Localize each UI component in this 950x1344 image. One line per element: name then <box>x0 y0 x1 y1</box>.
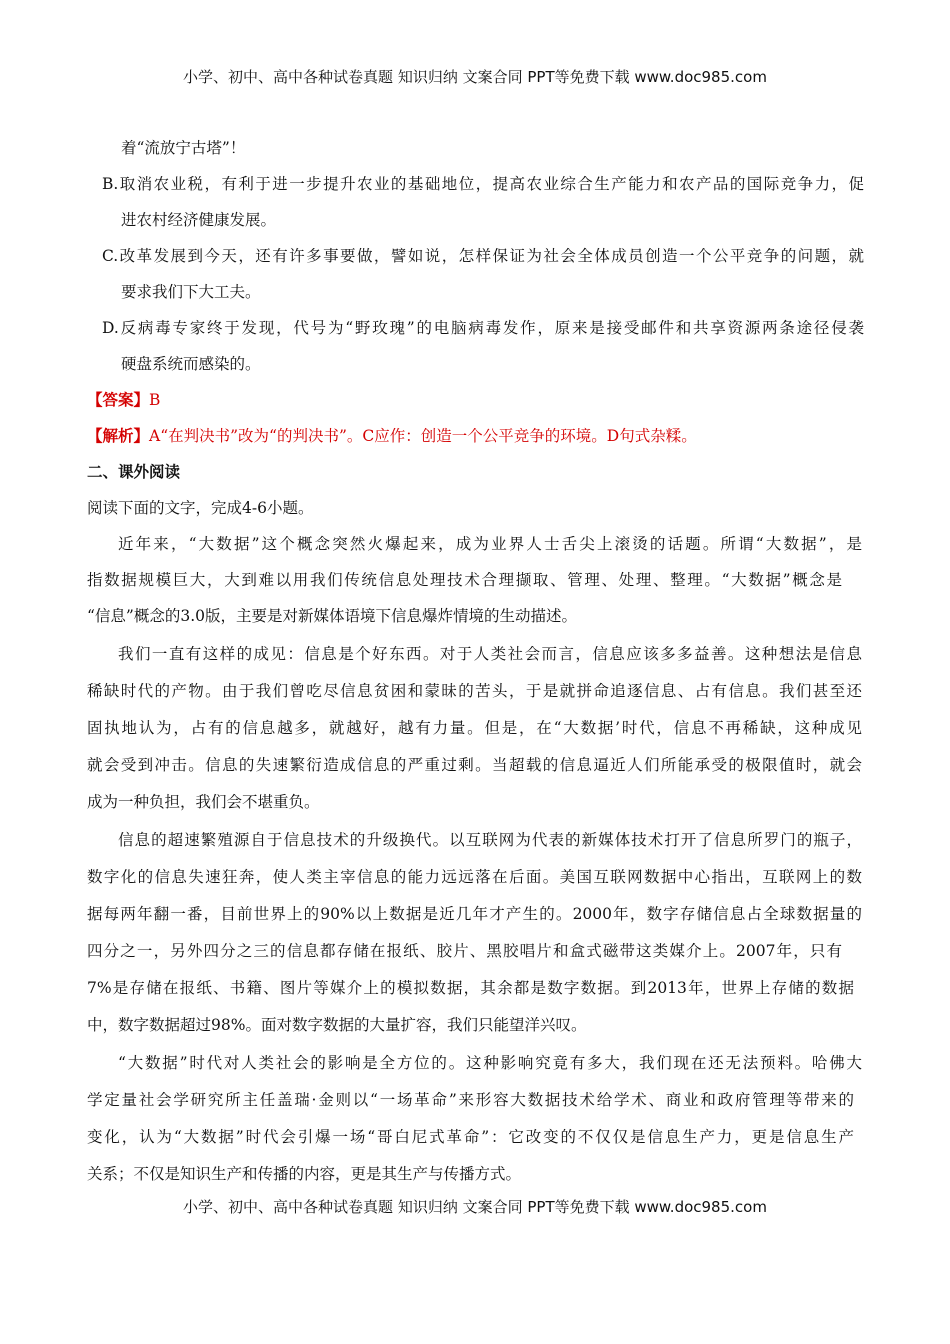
section-heading: 二、课外阅读 <box>87 463 181 481</box>
passage-p2-line-1: 我们一直有这样的成见：信息是个好东西。对于人类社会而言，信息应该多多益善。这种想法是信息 <box>118 645 862 663</box>
option-d-line-2: 硬盘系统而感染的。 <box>121 355 261 373</box>
analysis-line <box>87 426 697 446</box>
page-header: 小学、初中、高中各种试卷真题 知识归纳 文案合同 PPT等免费下载 www.doc985.com <box>183 68 767 86</box>
page-footer: 小学、初中、高中各种试卷真题 知识归纳 文案合同 PPT等免费下载 www.doc985.com <box>183 1198 767 1216</box>
passage-p1-line-1: 近年来，“大数据”这个概念突然火爆起来，成为业界人士舌尖上滚烫的话题。所谓“大数据”，是 <box>118 535 862 553</box>
passage-p1-line-2: 指数据规模巨大，大到难以用我们传统信息处理技术合理撷取、管理、处理、整理。“大数据”概念是 <box>87 571 842 589</box>
answer-line <box>87 390 160 410</box>
passage-p3-line-5: 7%是存储在报纸、书籍、图片等媒介上的模拟数据，其余都是数字数据。到2013年，世界上存储的数据 <box>87 979 854 997</box>
analysis-label: 【解析】 <box>87 427 150 445</box>
passage-p3-line-1: 信息的超速繁殖源自于信息技术的升级换代。以互联网为代表的新媒体技术打开了信息所罗门的瓶子， <box>118 831 862 849</box>
option-b-line-2: 进农村经济健康发展。 <box>121 211 277 229</box>
option-b-line-1: B.取消农业税，有利于进一步提升农业的基础地位，提高农业综合生产能力和农产品的国际竞争力，促 <box>102 175 864 193</box>
option-c-line-1: C.改革发展到今天，还有许多事要做，譬如说，怎样保证为社会全体成员创造一个公平竞争的问题，就 <box>102 247 864 265</box>
option-d-line-1: D.反病毒专家终于发现，代号为“野玫瑰”的电脑病毒发作，原来是接受邮件和共享资源两条途径侵袭 <box>102 319 864 337</box>
answer-value: B <box>149 391 161 409</box>
option-c-line-2: 要求我们下大工夫。 <box>121 283 261 301</box>
passage-p1-line-3: “信息”概念的3.0版，主要是对新媒体语境下信息爆炸情境的生动描述。 <box>87 607 578 625</box>
passage-p4-line-4: 关系；不仅是知识生产和传播的内容，更是其生产与传播方式。 <box>87 1165 522 1183</box>
passage-p3-line-6: 中，数字数据超过98%。面对数字数据的大量扩容，我们只能望洋兴叹。 <box>87 1016 587 1034</box>
passage-p4-line-1: “大数据”时代对人类社会的影响是全方位的。这种影响究竟有多大，我们现在还无法预料。哈佛大 <box>118 1054 862 1072</box>
section-instruction: 阅读下面的文字，完成4-6小题。 <box>87 499 314 517</box>
analysis-text: A“在判决书”改为“的判决书”。C应作：创造一个公平竞争的环境。D句式杂糅。 <box>149 427 697 445</box>
passage-p3-line-3: 据每两年翻一番，目前世界上的90%以上数据是近几年才产生的。2000年，数字存储信息占全球数据量的 <box>87 905 862 923</box>
passage-p2-line-4: 就会受到冲击。信息的失速繁衍造成信息的严重过剩。当超载的信息逼近人们所能承受的极限值时，就会 <box>87 756 862 774</box>
passage-p2-line-5: 成为一种负担，我们会不堪重负。 <box>87 793 320 811</box>
passage-p4-line-2: 学定量社会学研究所主任盖瑞·金则以“一场革命”来形容大数据技术给学术、商业和政府管理等带来的 <box>87 1091 854 1109</box>
passage-p4-line-3: 变化，认为“大数据”时代会引爆一场“哥白尼式革命”：它改变的不仅仅是信息生产力，更是信息生产 <box>87 1128 854 1146</box>
passage-p2-line-2: 稀缺时代的产物。由于我们曾吃尽信息贫困和蒙昧的苦头，于是就拼命追逐信息、占有信息。我们甚至还 <box>87 682 862 700</box>
option-a-tail: 着“流放宁古塔”！ <box>121 139 246 157</box>
passage-p3-line-4: 四分之一，另外四分之三的信息都存储在报纸、胶片、黑胶唱片和盒式磁带这类媒介上。2007年，只有 <box>87 942 842 960</box>
passage-p3-line-2: 数字化的信息失速狂奔，使人类主宰信息的能力远远落在后面。美国互联网数据中心指出，互联网上的数 <box>87 868 862 886</box>
passage-p2-line-3: 固执地认为，占有的信息越多，就越好，越有力量。但是，在“大数据’时代，信息不再稀缺，这种成见 <box>87 719 862 737</box>
answer-label: 【答案】 <box>87 391 150 409</box>
